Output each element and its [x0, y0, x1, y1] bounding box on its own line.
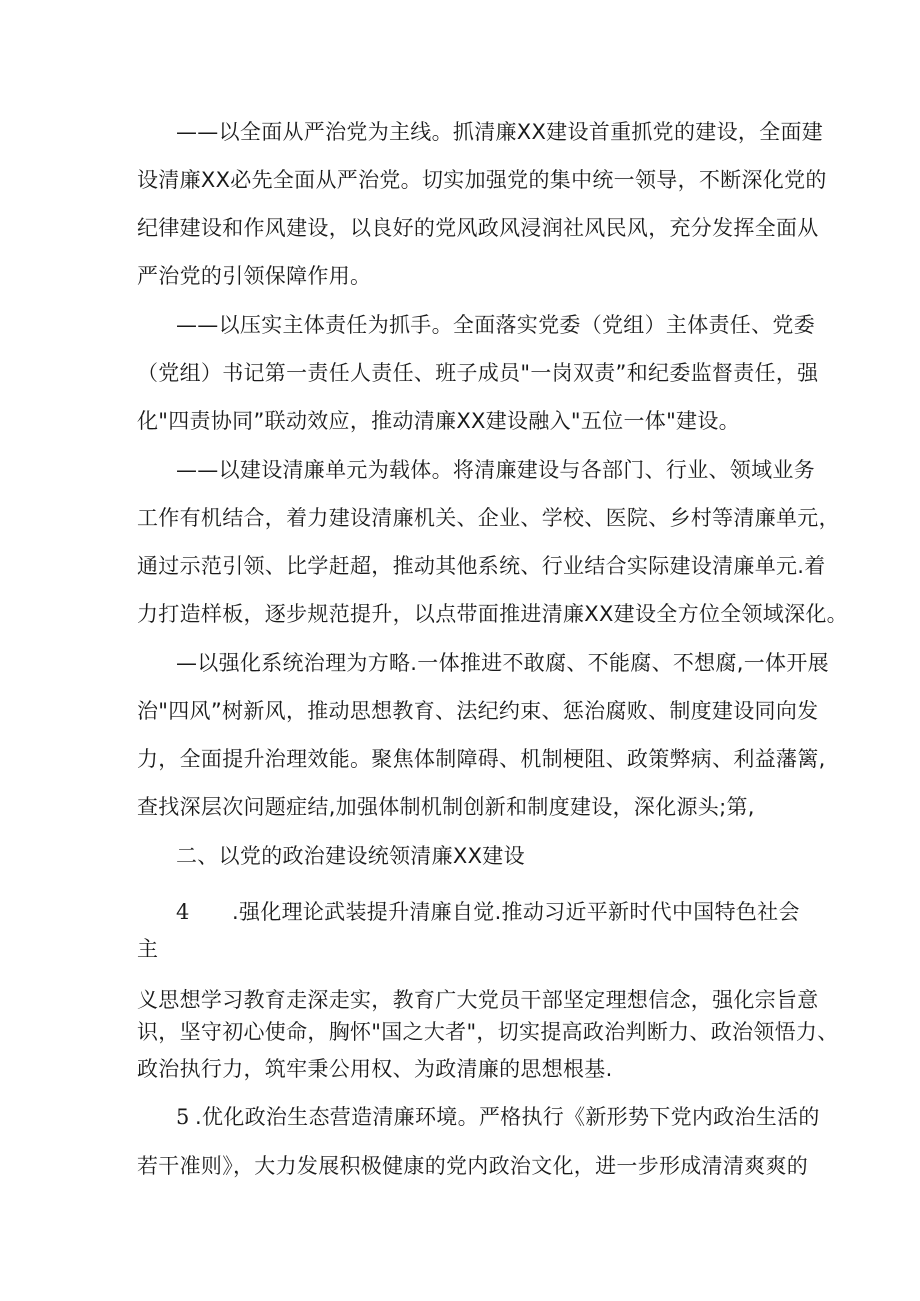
paragraph-4-line-4: 查找深层次问题症结,加强体制机制创新和制度建设，深化源头;第,: [137, 795, 755, 819]
paragraph-4-line-2: 治"四风”树新风，推动思想教育、法纪约束、惩治腐败、制度建设同向发: [137, 699, 819, 723]
paragraph-3-line-3: 通过示范引领、比学赶超，推动其他系统、行业结合实际建设清廉单元.着: [137, 554, 826, 578]
item-number-5: 5: [176, 1105, 190, 1129]
paragraph-4-line-1: —以强化系统治理为方略.一体推进不敢腐、不能腐、不想腐,一体开展: [176, 651, 829, 675]
paragraph-5-line-2: 主: [137, 937, 159, 961]
paragraph-3-line-4: 力打造样板，逐步规范提升，以点带面推进清廉XX建设全方位全领域深化。: [137, 602, 848, 626]
paragraph-3-line-1: ——以建设清廉单元为载体。将清廉建设与各部门、行业、领域业务: [176, 458, 815, 482]
paragraph-2-line-2: （党组）书记第一责任人责任、班子成员"一岗双责”和纪委监督责任，强: [137, 361, 819, 385]
paragraph-1-line-4: 严治党的引领保障作用。: [137, 264, 372, 288]
paragraph-5-line-4: 识，坚守初心使命，胸怀"国之大者"，切实提高政治判断力、政治领悟力、: [137, 1020, 839, 1044]
paragraph-1-line-2: 设清廉XX必先全面从严治党。切实加强党的集中统一领导，不断深化党的: [137, 168, 827, 192]
paragraph-5-line-3: 义思想学习教育走深走实，教育广大党员干部坚定理想信念，强化宗旨意: [137, 988, 819, 1012]
paragraph-3-line-2: 工作有机结合，着力建设清廉机关、企业、学校、医院、乡村等清廉单元，: [137, 506, 840, 530]
paragraph-6-line-1: .优化政治生态营造清廉环境。严格执行《新形势下党内政治生活的: [195, 1105, 820, 1129]
paragraph-5-line-1: .强化理论武装提升清廉自觉.推动习近平新时代中国特色社会: [232, 900, 800, 924]
section-heading: 二、以党的政治建设统领清廉XX建设: [176, 844, 525, 868]
item-number-4: 4: [176, 900, 190, 924]
paragraph-1-line-1: ——以全面从严治党为主线。抓清廉XX建设首重抓党的建设，全面建: [176, 120, 824, 144]
paragraph-2-line-3: 化"四责协同”联动效应，推动清廉XX建设融入"五位一体"建设。: [137, 409, 740, 433]
paragraph-6-line-2: 若干准则》，大力发展积极健康的党内政治文化，进一步形成清清爽爽的: [137, 1154, 809, 1178]
paragraph-1-line-3: 纪律建设和作风建设，以良好的党风政风浸润社风民风，充分发挥全面从: [137, 216, 819, 240]
paragraph-2-line-1: ——以压实主体责任为抓手。全面落实党委（党组）主体责任、党委: [176, 313, 815, 337]
paragraph-4-line-3: 力，全面提升治理效能。聚焦体制障碍、机制梗阻、政策弊病、利益藩篱,: [137, 747, 826, 771]
paragraph-5-line-5: 政治执行力，筑牢秉公用权、为政清廉的思想根基.: [137, 1057, 613, 1081]
